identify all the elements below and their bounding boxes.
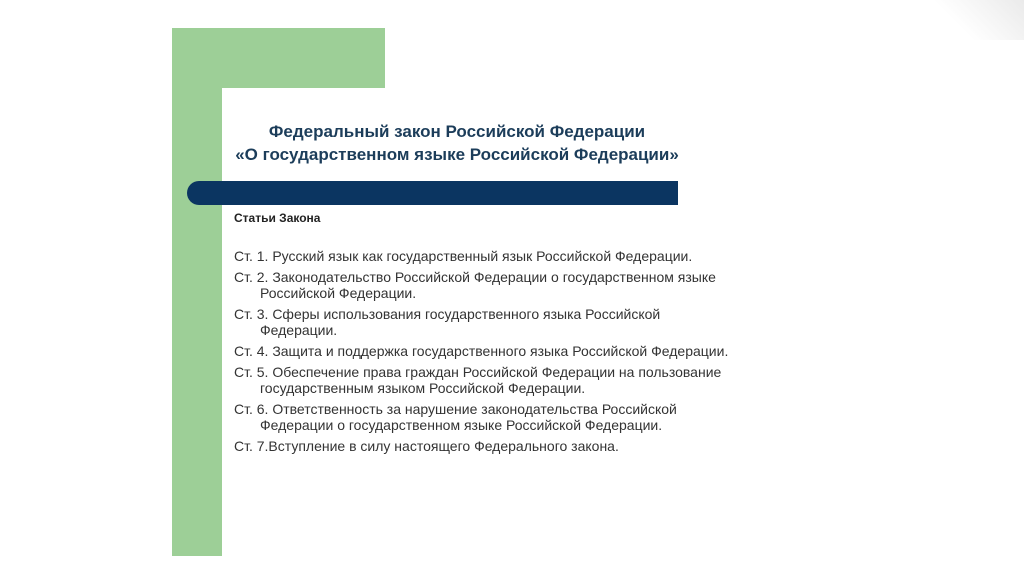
green-top-block [172, 28, 385, 88]
slide [172, 28, 732, 556]
articles-list [234, 248, 734, 459]
title-line-2: «О государственном языке Российской Федерации» [235, 145, 679, 164]
title-line-1: Федеральный закон Российской Федерации [268, 122, 646, 141]
article-item-5: Ст. 5. Обеспечение права граждан Российской Федерации на пользование государственным языком Российской Федерации. [234, 364, 722, 396]
title-divider [187, 181, 678, 205]
corner-shade [934, 0, 1024, 40]
section-heading: Статьи Закона [234, 211, 321, 225]
slide-title [222, 120, 692, 166]
article-item-3: Ст. 3. Сферы использования государственного языка Российской Федерации. [234, 306, 661, 338]
green-side-bar [172, 28, 222, 556]
article-item-2: Ст. 2. Законодательство Российской Федерации о государственном языке Российской Федерации. [234, 269, 716, 301]
article-item-1: Ст. 1. Русский язык как государственный язык Российской Федерации. [234, 248, 693, 264]
article-item-6: Ст. 6. Ответственность за нарушение законодательства Российской Федерации о государственном языке Российской Федерации. [234, 401, 677, 433]
article-item-7: Ст. 7.Вступление в силу настоящего Федерального закона. [234, 438, 619, 454]
article-item-4: Ст. 4. Защита и поддержка государственного языка Российской Федерации. [234, 343, 729, 359]
